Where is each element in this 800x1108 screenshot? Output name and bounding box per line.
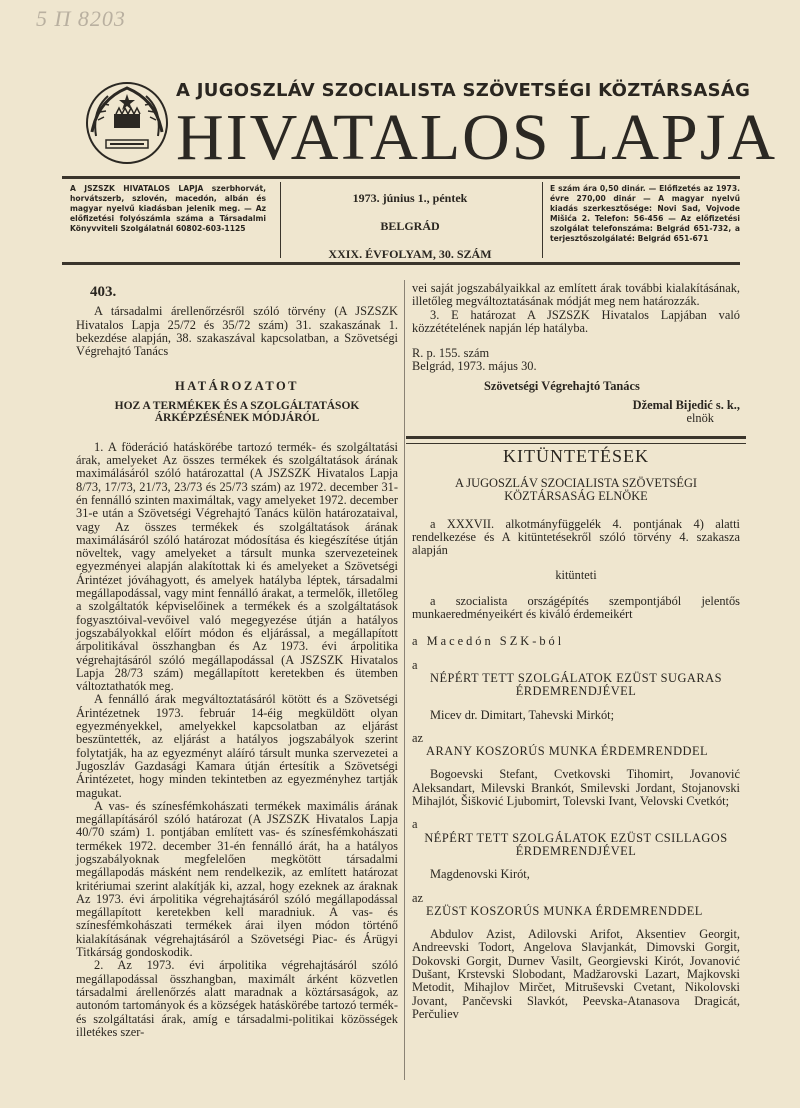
awards-authority: A JUGOSZLÁV SZOCIALISTA SZÖVETSÉGI KÖZTÁRSASÁG ELNÖKE (454, 475, 698, 504)
masthead-top-rule (62, 176, 740, 179)
act-council: Szövetségi Végrehajtó Tanács (484, 378, 640, 393)
section-rule-thin (406, 443, 746, 444)
award-article: a (412, 817, 418, 832)
masthead-bottom-rule (62, 262, 740, 265)
awards-region: a Macedón SZK-ból (412, 634, 565, 649)
header-divider (280, 182, 281, 258)
masthead-title: HIVATALOS LAPJA (176, 101, 778, 174)
act-place-date: Belgrád, 1973. május 30. (412, 359, 537, 374)
section-rule (406, 436, 746, 439)
act-paragraph: A vas- és színesfémkohászati termékek maximális árának megállapításáról szóló határozat (A JSZSZK Hivatalos Lapja 40/70 szám) 1. pontjában említett vas- és színesfémkohászati termékek 1972. december 31-én fennálló árát, ha a hatályos jogszabályoknak megfelelően megkötött társadalmi megállapodás másként nem rendelkezik, az említett határozat kritériumai szerint alakítják ki, azzal, hogy ezeknek az áraknak Az 1973. évi árpolitika végrehajtásáról szóló megállapodással megállapított keretekben kell maradniuk. A vas- és színesfémkohászati termékek árai ilyen módon történő kialakításának végrehajtásáról a Szövetségi Piac- és Árügyi Titkárság gondoskodik. (76, 798, 398, 960)
act-number: 403. (90, 284, 117, 300)
column-divider (404, 280, 405, 1080)
issue-volume: XXIX. ÉVFOLYAM, 30. SZÁM (328, 247, 492, 261)
act-paragraph: 1. A föderáció hatáskörébe tartozó termék- és szolgáltatási árak, amelyeket Az összes termékek és szolgáltatások árának maximálásáról szóló határozattal (A JSZSZK Hivatalos Lapja 8/73, 17/73, 21/73, 23/73 és 25/73 szám) az 1972. december 31-én fennálló szinten maximáltak, vagy amelyeket 1972. december 31-e után a Szövetségi Végrehajtó Tanács külön határozataival, vagy Az összes termékek és szolgáltatások árának maximálásáról szóló határozat módosítása és kiegészítése útján növeltek, vagy amelyeket a társult munka szervezeteinek egyezményei alapján alakítottak ki és amelyeket a Szövetségi Árintézet jóváhagyott, és amelyek hatályba léptek, társadalmi megállapodással, vagy mint fennálló árakat, a termelők, illetőleg a szolgáltatók képviselőinek a termékek és a szolgáltatások fogyasztóival-vevőivel való megegyezése útján a hatályos jogszabályokkal előírt módon és eljárással, a megállapított árpolitikával összhangban és Az 1973. évi árpolitika végrehajtásáról szóló megállapodással (A JSZSZK Hivatalos Lapja 28/73 szám) megállapított keretekben és ütemben változtathatók meg. (76, 439, 398, 694)
award-recipients: Bogoevski Stefant, Cvetkovski Tihomirt, Jovanović Aleksandart, Milevski Brankót, Smilevski Jordant, Stojanovski Mihajlót, Šišković Ljubomirt, Tolevski Ivant, Velovski Cvetkót; (412, 767, 740, 809)
awards-legal-basis: a XXXVII. alkotmányfüggelék 4. pontjának 4) alatti rendelkezése és A kitüntetésekről szóló törvény 4. szakasza alapján (412, 516, 740, 558)
award-recipients: Abdulov Azist, Adilovski Arifot, Aksentiev Georgit, Andreevski Todort, Angelova Slavjankát, Dimovski Gorgit, Dokovski Gorgit, Durnev Vasilt, Georgievski Kirót, Jovanović Dušant, Krstevski Slobodant, Madžarovski Lazart, Majkovski Metodit, Mihajlov Mirčet, Mitruševski Cvetant, Nikolovski Jovant, Pančevski Slavkót, Peevska-Atanasova Dragicát, Perčuliev (412, 927, 740, 1021)
award-title: NÉPÉRT TETT SZOLGÁLATOK EZÜST CSILLAGOS ÉRDEMRENDJÉVEL (424, 830, 728, 858)
archive-shelf-mark: 5 П 8203 (36, 6, 126, 31)
award-article: az (412, 730, 423, 745)
award-title: EZÜST KOSZORÚS MUNKA ÉRDEMRENDDEL (426, 903, 703, 918)
awards-title: KITÜNTETÉSEK (503, 445, 649, 466)
awards-verb: kitünteti (555, 568, 597, 583)
act-subheading: HOZ A TERMÉKEK ÉS A SZOLGÁLTATÁSOK ÁRKÉPZÉSÉNEK MÓDJÁRÓL (114, 399, 360, 425)
left-column (76, 282, 398, 1039)
masthead-kicker: A JUGOSZLÁV SZOCIALISTA SZÖVETSÉGI KÖZTÁRSASÁG (176, 80, 751, 101)
header-publication-note: A JSZSZK HIVATALOS LAPJA szerbhorvát, horvátszerb, szlovén, macedón, albán és magyar nyelvű kiadásban jelenik meg. — Az előfizetési folyószámla száma a Társadalmi Könyvviteli Szolgálatnál 60802-603-1125 (70, 184, 266, 233)
header-divider (542, 182, 543, 258)
act-paragraph: 3. E határozat A JSZSZK Hivatalos Lapjában való közzétételének napján lép hatályba. (412, 307, 740, 335)
award-article: a (412, 657, 418, 672)
right-column (412, 282, 740, 1021)
header-issue-info (290, 180, 530, 264)
act-paragraph: A fennálló árak megváltoztatásáról kötött és a Szövetségi Árintézetnek 1973. február 14-éig megküldött olyan egyezményekkel, amelyekkel kapcsolatban az eljárást beszüntették, az eljárást a hatályos jogszabályok szerint folytatják, ha az egyezményt aláíró társult munka szervezetei a Jugoszláv Gazdasági Kamara útján értesítik a Szövetségi Árintézetet, hogy minden tekintetben az egyezményhez tartják magukat. (76, 692, 398, 800)
award-title: NÉPÉRT TETT SZOLGÁLATOK EZÜST SUGARAS ÉRDEMRENDJÉVEL (430, 670, 722, 699)
act-paragraph-continued: vei saját jogszabályaikkal az említett árak további kialakításának, illetőleg megváltoztatásának módját meg nem határozzák. (412, 281, 740, 309)
award-recipients: Magdenovski Kirót, (430, 867, 530, 882)
act-reference: R. p. 155. szám (412, 346, 490, 361)
act-signer-role: elnök (686, 411, 714, 426)
award-article: az (412, 890, 423, 905)
issue-city: BELGRÁD (380, 219, 440, 233)
act-heading: HATÁROZATOT (174, 379, 300, 394)
state-emblem-icon (84, 80, 170, 166)
awards-reason: a szocialista országépítés szempontjából jelentős munkaeredményeikért és kiváló érdemeikért (412, 593, 740, 622)
act-signer: Džemal Bijedić s. k., (632, 398, 740, 413)
issue-date: 1973. június 1., péntek (352, 191, 468, 205)
award-title: ARANY KOSZORÚS MUNKA ÉRDEMRENDDEL (426, 744, 709, 759)
act-paragraph: 2. Az 1973. évi árpolitika végrehajtásáról szóló megállapodással összhangban, maximált árként közvetlen társadalmi árellenőrzés alatt maradnak a köztársaságok, az autonóm tartományok és a községek hatáskörébe tartozó termék- és szolgáltatási árak, amíg e társadalmi-politikai közösségek illetékes szer- (76, 958, 398, 1039)
header-subscription-note: E szám ára 0,50 dinár. — Előfizetés az 1973. évre 270,00 dinár — A magyar nyelvű kiadás szerkesztősége: Novi Sad, Vojvode Mišića 2. Telefon: 56-456 — Az előfizetési szolgálat telefonszáma: Belgrád 651-732, a terjesztőszolgálaté: Belgrád 651-671 (550, 184, 740, 243)
act-preamble: A társadalmi árellenőrzésről szóló törvény (A JSZSZK Hivatalos Lapja 25/72 és 35/72 szám) 31. szakaszának 1. bekezdése alapján, 38. szakaszával kapcsolatban, a Szövetségi Végrehajtó Tanács (76, 304, 398, 359)
award-recipients: Micev dr. Dimitart, Tahevski Mirkót; (430, 707, 615, 722)
